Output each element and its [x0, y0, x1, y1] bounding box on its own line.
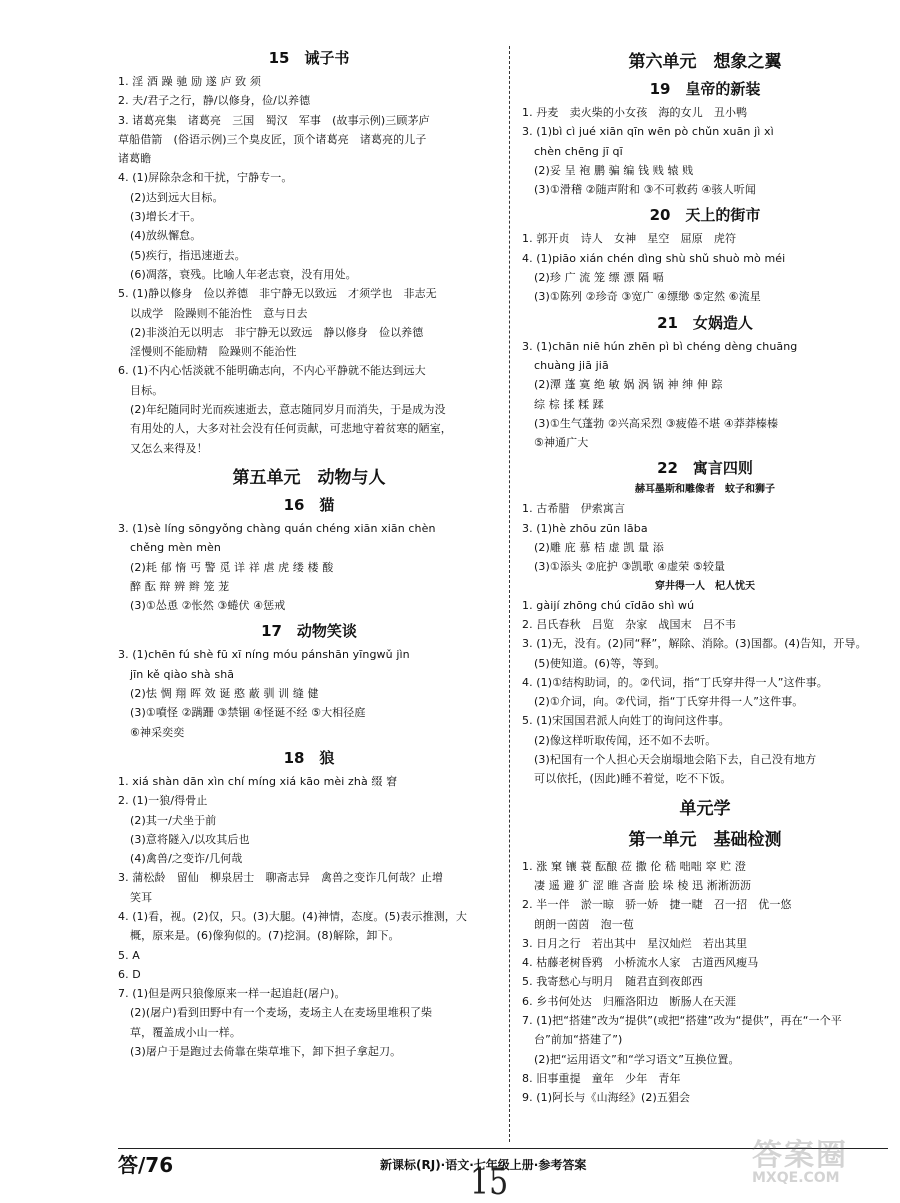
- answer-line: (6)凋落，衰残。比喻人年老志衰，没有用处。: [130, 267, 357, 281]
- answer-line: 5. (1)宋国国君派人向姓丁的询问这件事。: [522, 714, 730, 728]
- answer-line: (2)其一/犬坐于前: [130, 813, 217, 827]
- answer-line: (2)耗 郁 惰 丐 警 觅 详 祥 虐 虎 缕 楼 酸: [130, 560, 334, 574]
- answer-line: 3. (1)bì cì jué xiān qīn wēn pò chǔn xuān jì xì: [522, 125, 774, 139]
- answer-line: 草，覆盖成小山一样。: [130, 1025, 241, 1039]
- answer-line: (2)年纪随同时光而疾速逝去，意志随同岁月而消失，于是成为没: [130, 403, 446, 417]
- answer-line: ⑥神采奕奕: [130, 725, 185, 739]
- answer-line: 6. D: [118, 967, 141, 981]
- answer-line: (5)使知道。(6)等，等到。: [534, 656, 666, 670]
- answer-line: 醉 酝 辩 辨 辫 笼 茏: [130, 579, 230, 593]
- section-title: 15 诫子书: [268, 49, 350, 67]
- answer-line: 又怎么来得及！: [130, 441, 208, 455]
- answer-line: (2)达到远大目标。: [130, 190, 224, 204]
- answer-line: (3)①噴怪 ②蹒跚 ③禁锢 ④怪诞不经 ⑤大相径庭: [130, 706, 366, 720]
- answer-line: 草船借箭 (俗语示例)三个臭皮匠，顶个诸葛亮 诸葛亮的儿子: [118, 132, 427, 146]
- watermark-logo: [752, 1130, 892, 1194]
- answer-line: jīn kě qiào shà shā: [130, 667, 235, 681]
- section-title: 22 寓言四则: [657, 459, 753, 478]
- answer-line: (2)非淡泊无以明志 非宁静无以致远 静以修身 俭以养德: [130, 325, 424, 339]
- answer-line: 5. (1)静以修身 俭以养德 非宁静无以致远 才须学也 非志无: [118, 287, 437, 301]
- answer-line: 2. 吕氏春秋 吕览 杂家 战国末 吕不韦: [522, 617, 737, 631]
- answer-line: 朗朗一茵茵 泡一苞: [534, 917, 634, 931]
- section-title: 18 狼: [283, 748, 335, 767]
- answer-line: 4. (1)屏除杂念和干扰，宁静专一。: [118, 171, 293, 185]
- unit-title: 单元学: [679, 798, 731, 819]
- answer-line: (2)把“运用语文”和“学习语文”互换位置。: [534, 1052, 740, 1066]
- answer-line: 2. (1)一狼/得骨止: [118, 794, 208, 808]
- answer-line: (2)像这样听取传闻，还不如不去听。: [534, 733, 717, 747]
- answer-line: (2)妥 呈 袍 鹏 骗 编 钱 贱 辕 贱: [534, 163, 694, 177]
- answer-line: 综 棕 揉 糅 蹂: [534, 397, 604, 411]
- answer-line: (2)雕 庇 慕 桔 虚 凯 量 添: [534, 541, 664, 555]
- answer-line: 2. 夫/君子之行，静/以修身，俭/以养德: [118, 94, 311, 108]
- left-column: [118, 42, 500, 1061]
- answer-line: ⑤神通广大: [534, 436, 589, 450]
- watermark-text: 答案圈: [752, 1138, 848, 1173]
- answer-line: 3. 日月之行 若出其中 星汉灿烂 若出其里: [522, 936, 748, 950]
- page-number: 答/76: [118, 1153, 174, 1177]
- unit-title: 第六单元 想象之翼: [628, 52, 782, 72]
- answer-line: (2)①介词，向。②代词，指“丁氏穿井得一人”这件事。: [534, 695, 804, 709]
- answer-line: 1. 淫 酒 躁 驰 励 遂 庐 致 须: [118, 75, 261, 88]
- answer-line: chěng mèn mèn: [130, 541, 221, 555]
- answer-line: (3)增长才干。: [130, 210, 202, 224]
- answer-line: 6. 乡书何处达 归雁洛阳边 断肠人在天涯: [522, 994, 737, 1008]
- answer-line: (3)屠户于是跑过去倚靠在柴草堆下，卸下担子拿起刀。: [130, 1045, 402, 1059]
- answer-line: 4. (1)①结构助词，的。②代词，指“丁氏穿井得一人”这件事。: [522, 675, 828, 689]
- answer-line: 淫慢则不能励精 险躁则不能治性: [130, 345, 297, 359]
- answer-line: 概，原来是。(6)像狗似的。(7)挖洞。(8)解除，卸下。: [130, 929, 400, 943]
- answer-line: 7. (1)把“搭建”改为“提供”(或把“搭建”改为“提供”，再在“一个平: [522, 1013, 842, 1027]
- answer-line: (2)(屠户)看到田野中有一个麦场，麦场主人在麦场里堆积了柴: [130, 1006, 433, 1020]
- watermark-url: MXQE.COM: [752, 1170, 840, 1186]
- answer-line: 3. 蒲松龄 留仙 柳泉居士 聊斋志异 禽兽之变诈几何哉？止增: [118, 871, 444, 885]
- answer-line: (3)杞国有一个人担心天会崩塌地会陷下去，自己没有地方: [534, 753, 817, 767]
- answer-line: 4. 枯藤老树昏鸦 小桥流水人家 古道西风瘦马: [522, 956, 759, 970]
- unit-title: 第一单元 基础检测: [628, 829, 782, 850]
- right-column: [522, 42, 888, 1107]
- answer-line: (3)①怂恿 ②怅然 ③蜷伏 ④惩戒: [130, 599, 286, 613]
- unit-title: 第五单元 动物与人: [232, 467, 386, 488]
- answer-line: (2)珍 广 流 笼 缥 漂 隔 嗝: [534, 271, 664, 285]
- answer-line: 3. (1)hè zhōu zūn lāba: [522, 521, 648, 535]
- answer-line: 台”前加“搭建了”): [534, 1033, 623, 1047]
- answer-line: 6. (1)不内心恬淡就不能明确志向，不内心平静就不能达到远大: [118, 364, 426, 378]
- section-title: 16 猫: [283, 495, 335, 514]
- answer-line: (4)禽兽/之变诈/几何哉: [130, 852, 243, 866]
- subsection-title: 穿井得一人 杞人忧天: [655, 580, 755, 592]
- answer-line: (3)①添头 ②庇护 ③凯歌 ④虚荣 ⑤较量: [534, 560, 726, 574]
- answer-line: (2)怯 惆 翔 晖 效 诞 憨 蔽 驯 训 缝 健: [130, 687, 319, 701]
- section-title: 17 动物笑谈: [261, 622, 357, 641]
- answer-line: 有用处的人，大多对社会没有任何贡献，可悲地守着贫寒的陋室，: [130, 422, 452, 436]
- answer-line: (3)①生气蓬勃 ②兴高采烈 ③疲倦不堪 ④莽莽榛榛: [534, 416, 779, 430]
- answer-line: 3. (1)无，没有。(2)同“释”，解除、消除。(3)国都。(4)告知，开导。: [522, 637, 867, 651]
- answer-line: 3. (1)chān niē hún zhēn pì bì chéng dèng chuāng: [522, 339, 798, 353]
- answer-line: 诸葛瞻: [118, 152, 152, 166]
- answer-line: 8. 旧事重提 童年 少年 青年: [522, 1071, 681, 1085]
- answer-line: 可以依托，(因此)睡不着觉，吃不下饭。: [534, 772, 732, 786]
- answer-line: 4. (1)piāo xián chén dìng shù shǔ shuò mò méi: [522, 251, 786, 265]
- column-divider: [509, 46, 510, 1142]
- answer-line: 1. 古希腊 伊索寓言: [522, 502, 626, 516]
- section-title: 19 皇帝的新装: [649, 80, 761, 98]
- answer-line: 4. (1)看，视。(2)仅，只。(3)大腿。(4)神情，态度。(5)表示推测，大: [118, 909, 467, 923]
- subsection-title: 赫耳墨斯和雕像者 蚊子和狮子: [635, 484, 775, 496]
- answer-line: 1. 郭开贞 诗人 女神 星空 屈原 虎符: [522, 232, 737, 246]
- answer-line: 2. 半一伴 淤一晾 骄一娇 捷一睫 召一招 优一悠: [522, 898, 792, 912]
- answer-line: 目标。: [130, 383, 164, 397]
- footer-title: 新课标(RJ)·语文·七年级上册·参考答案: [380, 1158, 587, 1172]
- answer-line: 以成学 险躁则不能治性 意与日去: [130, 306, 308, 320]
- answer-line: 凄 遥 避 犷 涩 睢 吝啬 脍 垛 棱 迅 淅淅沥沥: [534, 878, 752, 892]
- answer-line: 1. gàijí zhōng chú cīdāo shì wú: [522, 598, 695, 612]
- handwritten-mark: 15: [470, 1161, 509, 1203]
- answer-line: (3)①陈列 ②珍奇 ③宽广 ④缥缈 ⑤定然 ⑥流星: [534, 290, 761, 304]
- answer-line: (3)①滑稽 ②随声附和 ③不可救药 ④骇人听闻: [534, 183, 756, 197]
- answer-line: 7. (1)但是两只狼像原来一样一起追赶(屠户)。: [118, 987, 346, 1001]
- section-title: 20 天上的街市: [649, 206, 761, 225]
- answer-line: 3. (1)chēn fú shè fū xī níng móu pánshān yīngwǔ jìn: [118, 648, 410, 662]
- answer-line: 1. 涨 窠 镶 蓑 酝酿 莅 撒 伦 嵇 咄咄 窣 贮 澄: [522, 859, 746, 873]
- answer-line: 3. (1)sè líng sōngyǒng chàng quán chéng xiān xiān chèn: [118, 521, 436, 535]
- answer-line: (3)意将隧入/以攻其后也: [130, 832, 250, 846]
- answer-line: 5. 我寄愁心与明月 随君直到夜郎西: [522, 975, 703, 989]
- answer-line: 1. 丹麦 卖火柴的小女孩 海的女儿 丑小鸭: [522, 106, 748, 119]
- answer-line: (4)放纵懈怠。: [130, 229, 202, 243]
- answer-line: 笑耳: [130, 890, 153, 904]
- answer-line: 1. xiá shàn dān xìn chí míng xiá kāo mèi zhà 缀 窘: [118, 774, 398, 788]
- answer-line: (2)潭 蓬 寞 绝 敏 娲 涡 锅 神 绅 伸 踪: [534, 378, 723, 392]
- answer-line: 3. 诸葛亮集 诸葛亮 三国 蜀汉 军事 (故事示例)三顾茅庐: [118, 113, 430, 127]
- answer-line: chuàng jiā jiā: [534, 358, 609, 372]
- section-title: 21 女娲造人: [657, 313, 753, 332]
- answer-line: 5. A: [118, 948, 140, 962]
- answer-line: chèn chēng jī qī: [534, 144, 623, 158]
- answer-line: (5)疾行，指迅速逝去。: [130, 248, 246, 262]
- answer-line: 9. (1)阿长与《山海经》(2)五猖会: [522, 1091, 691, 1105]
